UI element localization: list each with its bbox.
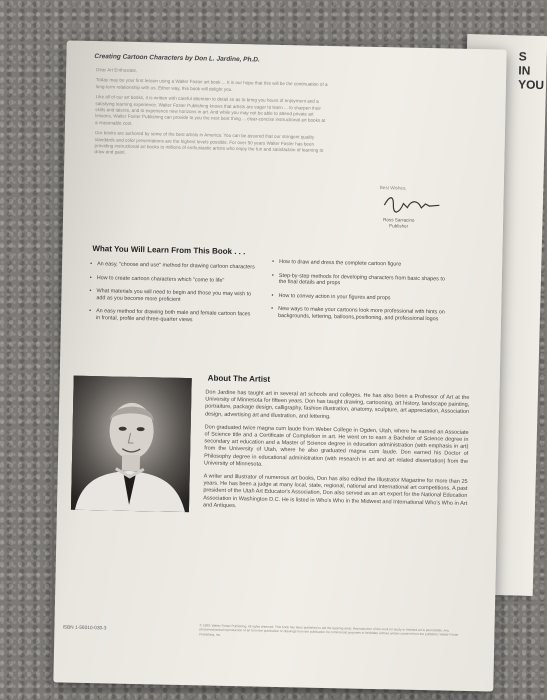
learn-item: • How to create cartoon characters which "come to life" <box>90 275 255 285</box>
adjacent-line-3: YOU <box>517 77 545 93</box>
isbn: ISBN 1-56010-030-3 <box>62 625 107 632</box>
adjacent-line-1: S <box>518 49 527 64</box>
learn-left-list <box>89 261 255 332</box>
letter-closing: Best Wishes, <box>379 185 407 191</box>
signature-icon <box>381 193 441 216</box>
learn-item: • How to draw and dress the complete cartoon figure <box>272 259 452 269</box>
about-body <box>203 389 470 521</box>
learn-item: • Step-by-step methods for developing characters from basic shapes to the final details and props <box>272 272 452 289</box>
letter-paragraph: Our books are authored by some of the best artists in America. You can be assured that our stringent quality standards and color presentations are the highest levels possible. For over 50 years Walter Foster has been providing instructional art books to millions of enthusiastic artists who enjoy the fun and satisfaction of learning to draw and paint. <box>94 130 324 156</box>
letter-paragraph: Like all of our art books, it is written with careful attention to detail so as to bring you hours of enjoyment and a satisfying learning experience. Walter Foster Publishing knows that artists are eager to learn ... to sharpen their skills and talents, and to experience new horizons in art. And while you may not be able to attend private art lessons, Walter Foster Publishing can provide to you the next best thing ... clear-concise instructional art books at a reasonable cost. <box>95 94 326 126</box>
about-paragraph: A writer and illustrator of numerous art books, Don has also edited the Illustrator Magazine for more than 25 years. He has been a judge at many local, state, regional, national and international art competitions. A past president of the Utah Art Educator's Association, Don also served as an art expert for the National Education Association in Washington D.C. He is listed in Who's Who in the Midwest and International Who's Who in Art and Antiques. <box>203 473 468 509</box>
adjacent-page-text <box>518 49 545 92</box>
about-paragraph: Don graduated twice magna cum laude from Weber College in Ogden, Utah, where he earned an Associate of Science title and a Certificate of Completion in art. He went on to earn a Bachelor of Science degree in secondary art education and a Master of Science degree in education administration (with emphasis in art) from the University of Utah, where he also graduated magna cum laude. Don earned his Doctor of Philosophy degree in educational administration (with research in art and art related dissertation) from the University of Minnesota. <box>203 424 469 468</box>
learn-item: • An easy method for drawing both male and female cartoon faces in frontal, profile and three-quarter views <box>89 308 254 325</box>
letter-title: Creating Cartoon Characters by Don L. Jardine, Ph.D. <box>94 53 260 64</box>
letter-body <box>94 67 328 165</box>
letter-greeting: Dear Art Enthusiast, <box>96 67 138 73</box>
adjacent-line-2: IN <box>518 63 531 78</box>
learn-item: • How to convey action in your figures and props <box>271 293 451 303</box>
learn-item: • What materials you will need to begin and those you may wish to add as you become more proficient <box>89 288 254 305</box>
about-heading: About The Artist <box>207 373 271 384</box>
copyright-fine-print: © 1989, Walter Foster Publishing. All rights reserved. This book has been published to aid the aspiring artist. Reproduction of the work for study or finished art is permissible. Any photomechanical reproduction of art from the publication or drawings from the publication for commercial purposes is forbidden without written consent from the publisher, Walter Foster Publishing, Inc. <box>199 623 459 638</box>
signer <box>383 217 415 230</box>
portrait-icon <box>71 376 192 512</box>
learn-heading: What You Will Learn From This Book . . . <box>92 244 246 257</box>
artist-photo <box>71 376 192 512</box>
signer-title: Publisher <box>389 223 409 229</box>
learn-item: • New ways to make your cartoons look more professional with hints on backgrounds, lettering, balloons,positioning, and professional logos <box>271 306 451 323</box>
about-paragraph: Don Jardine has taught art in several art schools and colleges. He has also been a Professor of Art at the University of Minnesota for fifteen years. Don has taught drawing, cartooning, art history, landscape painting, portraiture, package design, calligraphy, fashion illustration, anatomy, sculpture, art appreciation, Association design, advertising art and illustration, and lettering. <box>204 389 470 420</box>
book-page <box>53 40 506 691</box>
letter-paragraph: Today may be your first lesson using a Walter Foster art book ... It is our hope that this will be the continuation of a long-term relationship with us. Either way, this book will delight you. <box>95 77 328 92</box>
signer-name: Ross Sarracino <box>383 217 415 223</box>
learn-right-list <box>271 259 452 330</box>
learn-item: • An easy, "choose and use" method for drawing cartoon characters <box>90 261 255 271</box>
